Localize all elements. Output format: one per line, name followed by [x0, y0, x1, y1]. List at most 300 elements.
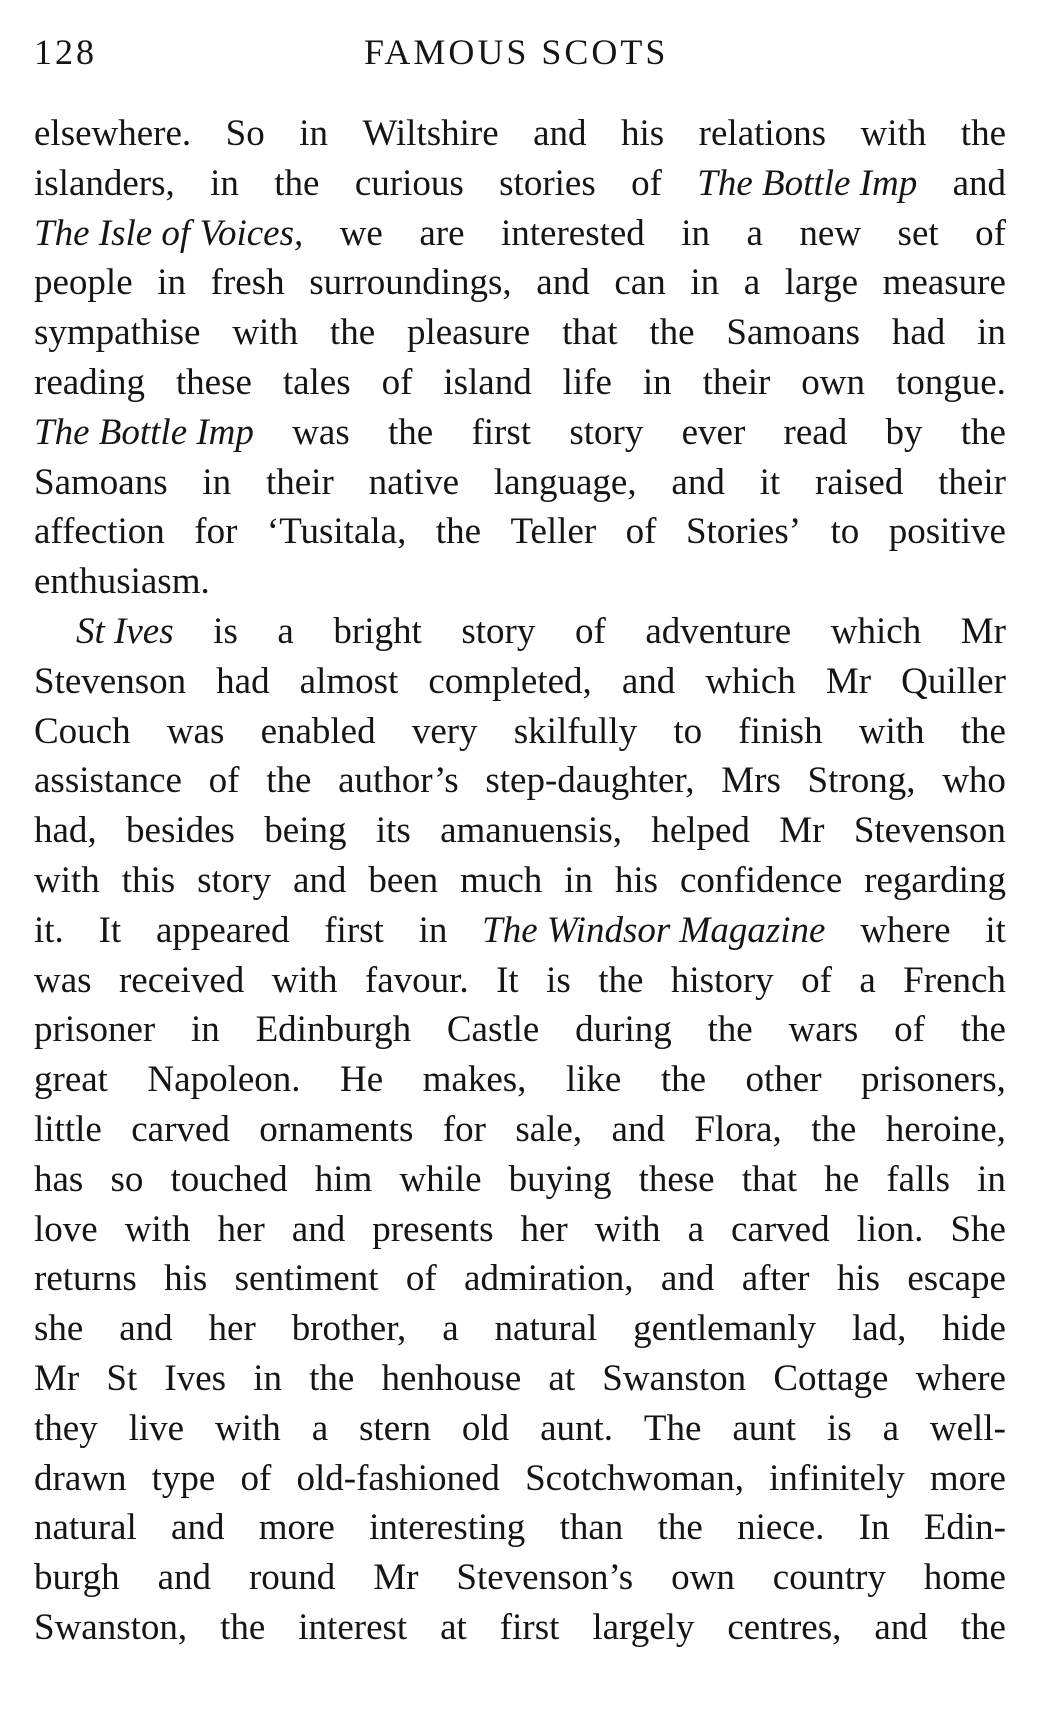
word: story [461, 610, 536, 652]
word: where [860, 909, 951, 951]
word: Mr [960, 610, 1006, 652]
word: niece. [737, 1507, 825, 1549]
word: and [292, 859, 347, 901]
word: first [324, 909, 384, 951]
word: henhouse [381, 1357, 522, 1399]
text-line [34, 856, 1006, 906]
word: a [442, 1308, 459, 1350]
word: gentlemanly [633, 1308, 817, 1350]
word: very [411, 710, 478, 752]
text-line [34, 1503, 1006, 1553]
word: other [745, 1059, 822, 1101]
word: which [830, 610, 922, 652]
word: Castle [446, 1009, 540, 1051]
word: affection [34, 511, 165, 553]
word: the [598, 959, 644, 1001]
word: and [660, 1258, 715, 1300]
word: enabled [260, 710, 376, 752]
word: and [536, 262, 590, 304]
word: little [34, 1108, 102, 1150]
word: raised [814, 461, 904, 503]
word: of [574, 610, 606, 652]
word: with [858, 710, 925, 752]
text-line [34, 1304, 1006, 1354]
word: the [960, 1009, 1006, 1051]
word: step-daughter, [485, 760, 695, 802]
word: during [575, 1009, 672, 1051]
word: had, [34, 810, 97, 852]
word: of [405, 1258, 437, 1300]
word: appeared [155, 909, 290, 951]
word: and [533, 113, 587, 154]
text-line [34, 557, 1006, 607]
word: natural [494, 1308, 598, 1350]
word: buying [508, 1158, 612, 1200]
word: touched [170, 1158, 288, 1200]
text-line [34, 956, 1006, 1006]
word: brother, [291, 1308, 407, 1350]
word: own [801, 361, 866, 403]
word: round [248, 1557, 336, 1599]
word: in [642, 361, 672, 403]
word: fresh [210, 262, 285, 304]
word: story [569, 411, 644, 453]
word: their [702, 361, 771, 403]
word: the [657, 1507, 703, 1549]
text-line [34, 159, 1006, 209]
word: for [442, 1108, 486, 1150]
word: It [98, 909, 122, 951]
word: life [562, 361, 612, 403]
word: Teller [510, 511, 597, 553]
word: her [217, 1208, 265, 1250]
word: the [707, 1009, 753, 1051]
italic-title: St Ives [76, 610, 174, 652]
word: of [975, 212, 1006, 254]
word: a [743, 262, 761, 304]
word: Cottage [773, 1357, 889, 1399]
word: Stories’ [685, 511, 802, 553]
word: the [811, 1108, 857, 1150]
word: in [157, 262, 187, 304]
word: with [124, 1208, 191, 1250]
word: assistance [34, 760, 182, 802]
word: relations [698, 113, 827, 154]
word: sale, [515, 1108, 583, 1150]
word: for [194, 511, 238, 553]
word: surroundings, [309, 262, 512, 304]
word: Scotchwoman, [525, 1457, 744, 1499]
word: of [801, 959, 832, 1001]
word: It [496, 959, 519, 1001]
word: where [915, 1357, 1006, 1399]
word: the [960, 113, 1006, 154]
word: large [784, 262, 859, 304]
italic-title: The Bottle Imp [697, 162, 918, 204]
word: and [874, 1606, 928, 1648]
word: with [34, 859, 100, 901]
word: in [210, 162, 239, 204]
text-line [34, 408, 1006, 458]
word: he [824, 1158, 860, 1200]
word: a [859, 959, 876, 1001]
text-line [34, 1354, 1006, 1404]
word: like [565, 1059, 622, 1101]
word: Napoleon. [147, 1059, 301, 1101]
word: in [299, 113, 328, 154]
word: is [546, 959, 571, 1001]
word: Mrs [721, 760, 781, 802]
word: it [759, 461, 781, 503]
word: old-fashioned [296, 1457, 500, 1499]
word: after [741, 1258, 810, 1300]
word: was [166, 710, 225, 752]
word: native [368, 461, 459, 503]
word: his [614, 859, 659, 901]
word: has [34, 1158, 84, 1200]
word: people [34, 262, 133, 304]
word: the [649, 312, 695, 354]
text-line [34, 1254, 1006, 1304]
word: the [660, 1059, 707, 1101]
word: so [110, 1158, 144, 1200]
word: and [119, 1308, 173, 1350]
text-line [34, 1005, 1006, 1055]
word: presents [372, 1208, 494, 1250]
word: Mr [825, 660, 872, 702]
word: with [860, 113, 927, 154]
word: and [611, 1108, 665, 1150]
word: Edin- [923, 1507, 1006, 1549]
word: makes, [422, 1059, 527, 1101]
word: In [858, 1507, 890, 1549]
word: curious [354, 162, 464, 204]
word: reading [34, 361, 145, 403]
text-line [34, 358, 1006, 408]
word: the [220, 1606, 266, 1648]
word: lad, [851, 1308, 907, 1350]
word: and [952, 162, 1006, 204]
word: it [985, 909, 1006, 951]
word: history [670, 959, 774, 1001]
word: So [225, 113, 265, 154]
word: in [977, 312, 1006, 354]
word: infinitely [769, 1457, 905, 1499]
word: by [885, 411, 923, 453]
word: love [34, 1208, 98, 1250]
word: Flora, [694, 1108, 782, 1150]
word: interesting [369, 1507, 526, 1549]
word: carved [731, 1208, 830, 1250]
word: a [277, 610, 294, 652]
word: his [164, 1258, 208, 1300]
word: and [171, 1507, 225, 1549]
word: with [232, 312, 299, 354]
word: type [151, 1457, 216, 1499]
word: in [202, 461, 232, 503]
word: we [339, 212, 383, 254]
text-line [34, 1553, 1006, 1603]
word: almost [299, 660, 399, 702]
word: Ives [164, 1357, 227, 1399]
word: been [368, 859, 439, 901]
word: She [950, 1208, 1006, 1250]
word: in [191, 1009, 220, 1051]
word: who [942, 760, 1006, 802]
word: her [208, 1308, 256, 1350]
word: the [387, 411, 434, 453]
word: with [594, 1208, 661, 1250]
body-text [34, 109, 1006, 1653]
word: country [772, 1557, 886, 1599]
word: interested [500, 212, 645, 254]
word: sympathise [34, 312, 201, 354]
word: of [625, 511, 657, 553]
word: the [274, 162, 320, 204]
text-line [34, 707, 1006, 757]
text-line [34, 607, 1006, 657]
text-line [34, 1454, 1006, 1504]
word: a [746, 212, 763, 254]
word: The [643, 1407, 702, 1449]
word: they [34, 1407, 98, 1449]
word: prisoner [34, 1009, 156, 1051]
word: the [960, 710, 1006, 752]
word: of [208, 760, 240, 802]
word: set [897, 212, 939, 254]
word: centres, [727, 1606, 842, 1648]
word: read [783, 411, 848, 453]
word: received [118, 959, 245, 1001]
text-line [34, 806, 1006, 856]
running-title: FAMOUS SCOTS [364, 32, 669, 72]
word: was [34, 959, 92, 1001]
word: of [381, 361, 413, 403]
word: St [106, 1357, 138, 1399]
word: completed, [428, 660, 592, 702]
word: was [292, 411, 350, 453]
word: positive [888, 511, 1006, 553]
text-line [34, 657, 1006, 707]
word: burgh [34, 1557, 120, 1599]
word: Mr [779, 810, 825, 852]
word: prisoners, [861, 1059, 1006, 1101]
word: story [197, 859, 272, 901]
word: of [240, 1457, 272, 1499]
word: regarding [864, 859, 1006, 901]
word: the [329, 312, 376, 354]
word: bright [333, 610, 422, 652]
page-number: 128 [34, 32, 97, 72]
word: Stevenson’s [456, 1557, 634, 1599]
word: the [435, 511, 481, 553]
word: Wiltshire [362, 113, 499, 154]
text-line [34, 1055, 1006, 1105]
text-line [34, 1404, 1006, 1454]
word: a [687, 1208, 704, 1250]
word: that [562, 312, 618, 354]
word: and [621, 660, 676, 702]
word: this [121, 859, 176, 901]
text-line [34, 906, 1006, 956]
word: enthusiasm. [34, 561, 210, 603]
word: French [903, 959, 1006, 1001]
word: of [631, 162, 662, 204]
word: her [520, 1208, 568, 1250]
text-line [34, 258, 1006, 308]
word: Couch [34, 710, 131, 752]
text-line [34, 1603, 1006, 1653]
italic-title: The Isle of Voices, [34, 212, 304, 254]
word: natural [34, 1507, 137, 1549]
word: these [638, 1158, 715, 1200]
word: the [266, 760, 312, 802]
word: great [34, 1059, 108, 1101]
word: its [375, 810, 411, 852]
word: wars [788, 1009, 859, 1051]
word: escape [907, 1258, 1006, 1300]
italic-title: The Windsor Magazine [482, 909, 826, 951]
text-line [34, 1105, 1006, 1155]
word: Swanston, [34, 1606, 188, 1648]
word: Stevenson [853, 810, 1006, 852]
word: Mr [34, 1357, 80, 1399]
word: Strong, [807, 760, 916, 802]
word: Swanston [602, 1357, 747, 1399]
word: in [681, 212, 711, 254]
text-line [34, 756, 1006, 806]
text-line [34, 308, 1006, 358]
word: to [830, 511, 860, 553]
word: helped [651, 810, 750, 852]
word: admiration, [464, 1258, 634, 1300]
word: Quiller [901, 660, 1006, 702]
word: much [460, 859, 543, 901]
word: pleasure [406, 312, 531, 354]
word: is [213, 610, 238, 652]
word: more [929, 1457, 1006, 1499]
word: besides [126, 810, 235, 852]
word: favour. [364, 959, 469, 1001]
word: which [705, 660, 796, 702]
text-line [34, 1205, 1006, 1255]
word: falls [886, 1158, 951, 1200]
word: a [882, 1407, 899, 1449]
word: interest [298, 1606, 408, 1648]
word: and [291, 1208, 346, 1250]
word: in [977, 1158, 1006, 1200]
word: while [399, 1158, 482, 1200]
word: Samoans [726, 312, 861, 354]
word: in [690, 262, 720, 304]
word: aunt. [540, 1407, 614, 1449]
word: well- [929, 1407, 1006, 1449]
text-line [34, 507, 1006, 557]
word: tongue. [895, 361, 1006, 403]
running-head [34, 24, 1034, 80]
word: Samoans [34, 461, 168, 503]
word: amanuensis, [440, 810, 622, 852]
text-line [34, 109, 1006, 159]
word: language, [493, 461, 637, 503]
word: old [461, 1407, 510, 1449]
word: finish [738, 710, 823, 752]
word: stern [359, 1407, 431, 1449]
word: the [960, 411, 1006, 453]
word: the [309, 1357, 355, 1399]
word: first [471, 411, 532, 453]
word: at [440, 1606, 467, 1648]
word: measure [882, 262, 1006, 304]
word: drawn [34, 1457, 127, 1499]
word: to [673, 710, 703, 752]
word: aunt [732, 1407, 797, 1449]
word: in [418, 909, 448, 951]
word: first [499, 1606, 560, 1648]
word: hide [942, 1308, 1006, 1350]
word: his [836, 1258, 880, 1300]
word: ornaments [259, 1108, 414, 1150]
word: at [548, 1357, 576, 1399]
word: island [443, 361, 532, 403]
word: their [265, 461, 334, 503]
word: islanders, [34, 162, 175, 204]
word: He [340, 1059, 384, 1101]
word: adventure [645, 610, 792, 652]
word: she [34, 1308, 84, 1350]
text-line [34, 458, 1006, 508]
italic-title: The Bottle Imp [34, 411, 254, 453]
text-line [34, 209, 1006, 259]
word: largely [592, 1606, 695, 1648]
word: elsewhere. [34, 113, 192, 154]
word: live [128, 1407, 185, 1449]
text-line [34, 1155, 1006, 1205]
word: lion. [856, 1208, 924, 1250]
word: author’s [338, 760, 459, 802]
word: with [271, 959, 338, 1001]
word: Mr [373, 1557, 419, 1599]
word: of [894, 1009, 925, 1051]
word: him [314, 1158, 373, 1200]
word: heroine, [885, 1108, 1006, 1150]
word: can [614, 262, 666, 304]
word: and [671, 461, 725, 503]
word: in [564, 859, 593, 901]
word: stories [499, 162, 596, 204]
word: had [891, 312, 946, 354]
word: sentiment [234, 1258, 379, 1300]
word: their [938, 461, 1006, 503]
word: are [419, 212, 465, 254]
word: ‘Tusitala, [266, 511, 407, 553]
word: Edinburgh [255, 1009, 412, 1051]
word: carved [131, 1108, 230, 1150]
word: returns [34, 1258, 137, 1300]
word: tales [282, 361, 351, 403]
word: is [826, 1407, 852, 1449]
word: confidence [679, 859, 843, 901]
word: than [559, 1507, 624, 1549]
word: home [923, 1557, 1006, 1599]
word: skilfully [513, 710, 638, 752]
word: had [216, 660, 270, 702]
word: in [253, 1357, 282, 1399]
word: these [175, 361, 252, 403]
word: Stevenson [34, 660, 187, 702]
word: his [621, 113, 665, 154]
word: that [741, 1158, 798, 1200]
